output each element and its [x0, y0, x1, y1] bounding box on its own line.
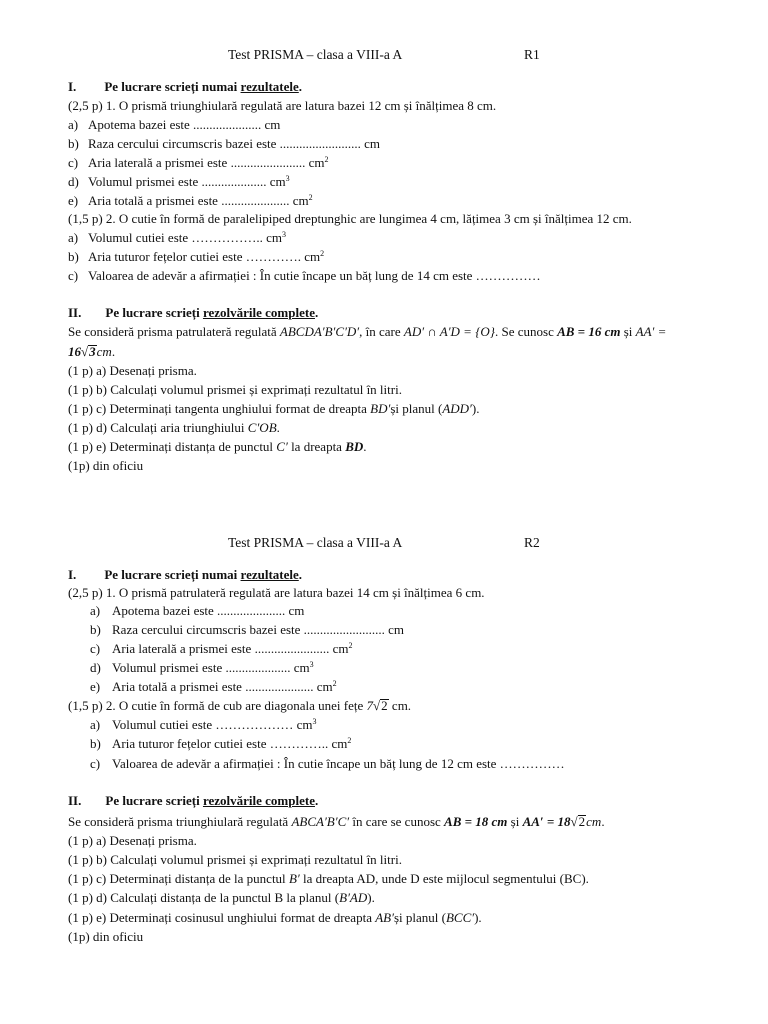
r2-question-f: (1p) din oficiu	[68, 929, 144, 944]
r1-title: Test PRISMA – clasa a VIII-a A	[228, 47, 403, 62]
r2-statement: Se consideră prisma triunghiulară regulată ABCA′B′C′ în care se cunosc AB = 18 cm și AA′ = 18√2cm.	[68, 814, 605, 829]
sqrt-icon: √	[570, 814, 578, 829]
list-item: d) Volumul prismei este .................... $cm^3$	[68, 174, 290, 189]
list-item: b) Raza cercului circumscris bazei este ......................... cm	[90, 622, 405, 637]
list-item: c) Aria laterală a prismei este ....................... $cm^2$	[90, 641, 353, 656]
r2-code: R2	[524, 535, 540, 550]
r2-problem2-intro: (1,5 p) 2. O cutie în formă de cub are diagonala unei fețe 7√2 cm.	[68, 698, 412, 713]
r1-problem2-intro: (1,5 p) 2. O cutie în formă de paralelipiped dreptunghic are lungimea 4 cm, lățimea 3 cm și înălțimea 12 cm.	[68, 211, 632, 226]
list-item: b) Aria tuturor fețelor cutiei este ………….. $cm^2$	[90, 736, 352, 751]
list-item: d) Volumul prismei este .................... $cm^3$	[90, 660, 314, 675]
r1-statement-line1: Se consideră prisma patrulateră regulată ABCDA′B′C′D′, în care AD′ ∩ A′D = {O}. Se cunosc AB = 16 cm și AA′ =	[68, 324, 667, 339]
r1-question-d: (1 p) d) Calculați aria triunghiului C′OB.	[68, 420, 280, 435]
r1-question-b: (1 p) b) Calculați volumul prismei și exprimați rezultatul în litri.	[68, 382, 402, 397]
sqrt-icon: √	[373, 698, 381, 713]
r1-question-c: (1 p) c) Determinați tangenta unghiului format de dreapta BD′și planul (ADD′).	[68, 401, 480, 416]
r2-question-e: (1 p) e) Determinați cosinusul unghiului format de dreapta AB′și planul (BCC′).	[68, 910, 482, 925]
r2-question-b: (1 p) b) Calculați volumul prismei și exprimați rezultatul în litri.	[68, 852, 402, 867]
list-item: c) Aria laterală a prismei este ....................... $cm^2$	[68, 155, 329, 170]
r1-code: R1	[524, 47, 540, 62]
list-item: e) Aria totală a prismei este ..................... $cm^2$	[90, 679, 337, 694]
r2-question-d: (1 p) d) Calculați distanța de la punctul B la planul (B′AD).	[68, 890, 375, 905]
list-item: c) Valoarea de adevăr a afirmației : În cutie încape un băț lung de 12 cm este ……………	[90, 756, 565, 771]
r2-question-c: (1 p) c) Determinați distanța de la punctul B′ la dreapta AD, unde D este mijlocul segmentului (BC).	[68, 871, 589, 886]
r2-part2-heading: II. Pe lucrare scrieți rezolvările complete.	[68, 793, 319, 808]
r1-problem1-intro: (2,5 p) 1. O prismă triunghiulară regulată are latura bazei 12 cm și înălțimea 8 cm.	[68, 98, 497, 113]
r1-part2-heading: II. Pe lucrare scrieți rezolvările complete.	[68, 305, 319, 320]
list-item: b) Raza cercului circumscris bazei este ......................... cm	[68, 136, 381, 151]
list-item: e) Aria totală a prismei este ..................... $cm^2$	[68, 193, 313, 208]
r1-question-e: (1 p) e) Determinați distanța de punctul C′ la dreapta BD.	[68, 439, 367, 454]
list-item: a) Apotema bazei este ..................... cm	[68, 117, 281, 132]
list-item: c) Valoarea de adevăr a afirmației : În cutie încape un băț lung de 14 cm este ……………	[68, 268, 541, 283]
r2-title: Test PRISMA – clasa a VIII-a A	[228, 535, 403, 550]
list-item: a) Volumul cutiei este ……………… $cm^3$	[90, 717, 317, 732]
list-item: a) Volumul cutiei este …………….. $cm^3$	[68, 230, 287, 245]
r2-problem1-intro: (2,5 p) 1. O prismă patrulateră regulată are latura bazei 14 cm și înălțimea 6 cm.	[68, 585, 485, 600]
r1-question-f: (1p) din oficiu	[68, 458, 144, 473]
list-item: b) Aria tuturor fețelor cutiei este …………. $cm^2$	[68, 249, 325, 264]
r1-question-a: (1 p) a) Desenați prisma.	[68, 363, 197, 378]
sqrt-icon: √	[81, 344, 89, 359]
r1-statement-line2: 16√3cm.	[68, 344, 116, 359]
list-item: a) Apotema bazei este ..................... cm	[90, 603, 305, 618]
r2-part1-heading: I. Pe lucrare scrieți numai rezultatele.	[68, 567, 303, 582]
r2-question-a: (1 p) a) Desenați prisma.	[68, 833, 197, 848]
r1-part1-heading: I. Pe lucrare scrieți numai rezultatele.	[68, 79, 303, 94]
